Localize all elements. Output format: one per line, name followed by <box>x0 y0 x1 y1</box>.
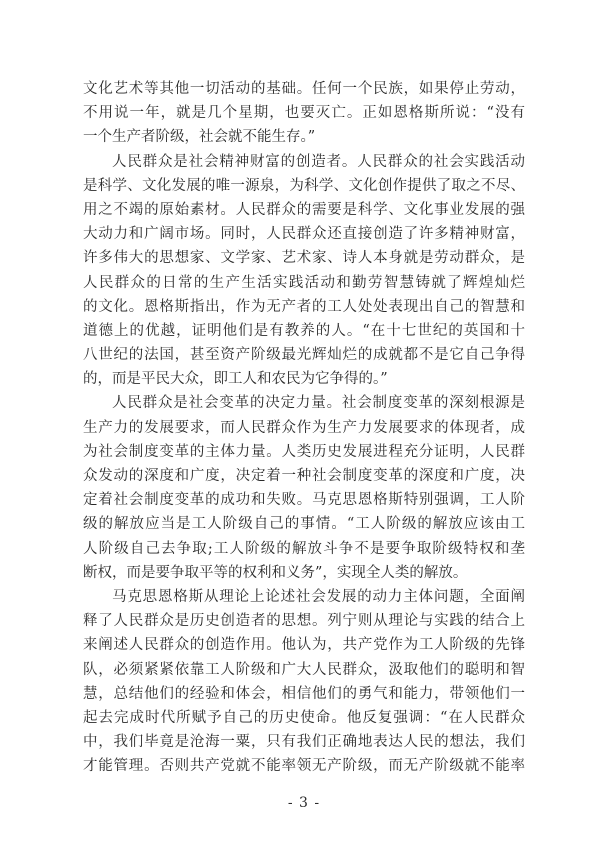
text-line: 慧，总结他们的经验和体会，相信他们的勇气和能力，带领他们一 <box>83 685 525 702</box>
text-line: 的文化。恩格斯指出，作为无产者的工人处处表现出自己的智慧和 <box>83 298 525 315</box>
document-body <box>83 77 525 778</box>
text-line: 人民群众的日常的生产生活实践活动和勤劳智慧铸就了辉煌灿烂 <box>83 274 525 291</box>
text-line: 大动力和广阔市场。同时，人民群众还直接创造了许多精神财富， <box>83 226 525 243</box>
text-line: 八世纪的法国，甚至资产阶级最光辉灿烂的成就都不是它自己争得 <box>83 347 525 364</box>
text-line: 的，而是平民大众，即工人和农民为它争得的。” <box>83 371 388 388</box>
text-line: 人阶级自己去争取;工人阶级的解放斗争不是要争取阶级特权和垄 <box>83 540 525 557</box>
text-line: 人民群众是社会精神财富的创造者。人民群众的社会实践活动 <box>112 153 525 170</box>
text-line: 生产力的发展要求，而人民群众作为生产力发展要求的体现者，成 <box>83 419 525 436</box>
text-line: 来阐述人民群众的创造作用。他认为，共产党作为工人阶级的先锋 <box>83 637 525 654</box>
text-line: 断权，而是要争取平等的权利和义务”，实现全人类的解放。 <box>83 564 468 581</box>
text-line: 起去完成时代所赋予自己的历史使命。他反复强调：“在人民群众 <box>83 709 525 726</box>
page-number: - 3 - <box>287 795 321 812</box>
text-line: 级的解放应当是工人阶级自己的事情。“工人阶级的解放应该由工 <box>83 516 525 533</box>
text-line: 不用说一年，就是几个星期，也要灭亡。正如恩格斯所说：“没有 <box>83 105 525 122</box>
text-line: 一个生产者阶级，社会就不能生存。” <box>83 129 316 146</box>
text-line: 马克思恩格斯从理论上论述社会发展的动力主体问题，全面阐 <box>112 588 525 605</box>
text-line: 定着社会制度变革的成功和失败。马克思恩格斯特别强调，工人阶 <box>83 492 525 509</box>
text-line: 道德上的优越，证明他们是有教养的人。“在十七世纪的英国和十 <box>83 322 525 339</box>
text-line: 才能管理。否则共产党就不能率领无产阶级，而无产阶级就不能率 <box>83 758 525 775</box>
text-line: 释了人民群众是历史创造者的思想。列宁则从理论与实践的结合上 <box>83 613 525 630</box>
text-line: 队，必须紧紧依靠工人阶级和广大人民群众，汲取他们的聪明和智 <box>83 661 525 678</box>
text-line: 众发动的深度和广度，决定着一种社会制度变革的深度和广度，决 <box>83 468 525 484</box>
text-line: 中，我们毕竟是沧海一粟，只有我们正确地表达人民的想法，我们 <box>83 734 525 751</box>
text-line: 许多伟大的思想家、文学家、艺术家、诗人本身就是劳动群众，是 <box>83 250 525 267</box>
text-line: 为社会制度变革的主体力量。人类历史发展进程充分证明，人民群 <box>83 443 525 460</box>
text-line: 文化艺术等其他一切活动的基础。任何一个民族，如果停止劳动， <box>83 81 525 97</box>
text-line: 是科学、文化发展的唯一源泉，为科学、文化创作提供了取之不尽、 <box>83 177 525 194</box>
text-line: 人民群众是社会变革的决定力量。社会制度变革的深刻根源是 <box>112 395 525 412</box>
text-line: 用之不竭的原始素材。人民群众的需要是科学、文化事业发展的强 <box>83 201 525 218</box>
